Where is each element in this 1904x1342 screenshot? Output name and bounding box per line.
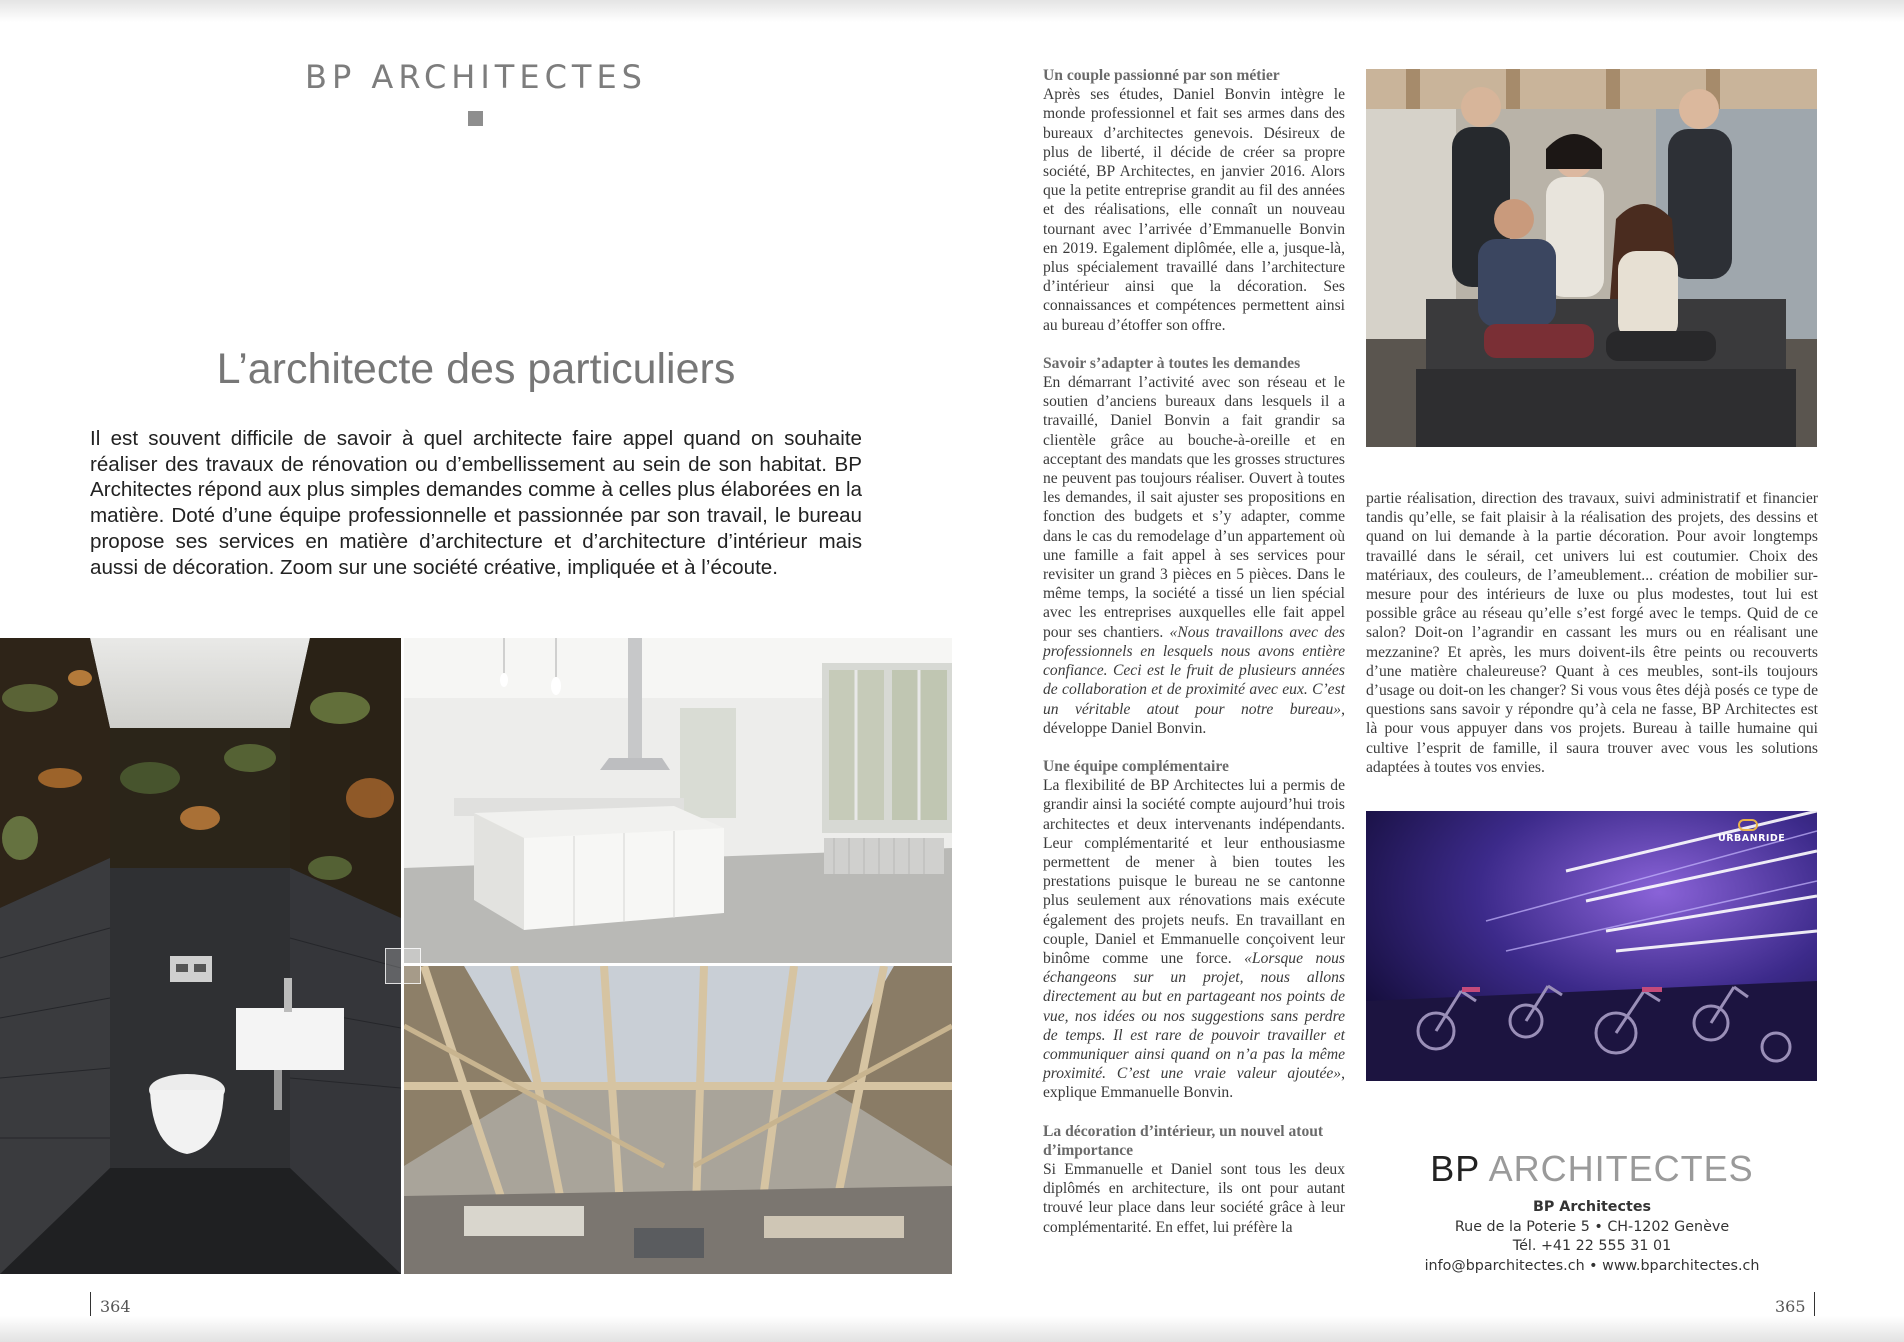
text-column-left [1043, 66, 1345, 1237]
section-heading: Savoir s’adapter à toutes les demandes [1043, 354, 1301, 372]
article-title: L’architecte des particuliers [216, 345, 736, 393]
logo-bp: BP [1430, 1148, 1480, 1189]
corner-square-ornament [385, 948, 421, 984]
article-lead: Il est souvent difficile de savoir à quel architecte faire appel quand on souhaite réaliser des travaux de rénovation ou d’embellissement au sein de son habitat. BP Architectes répond aux plus simples demandes comme à celles plus élaborées en la matière. Doté d’une équipe professionnelle et passionnée par son travail, le bureau propose ses services en matière d’architecture et d’architecture d’intérieur mais aussi de décoration. Zoom sur une société créative, impliquée et à l’écoute. [90, 427, 862, 579]
section-heading: Une équipe complémentaire [1043, 757, 1229, 775]
team-photo [1366, 69, 1817, 447]
contact-name: BP Architectes [1532, 1199, 1652, 1215]
cycling-studio-photo [1366, 811, 1817, 1081]
urbanride-logo: URBANRIDE [1718, 833, 1786, 844]
page-top-shadow [0, 0, 1904, 22]
text-column-right [1366, 489, 1818, 777]
brand-square-ornament [468, 111, 483, 126]
kitchen-photo [404, 638, 952, 963]
section-body: En démarrant l’activité avec son réseau et le soutien d’anciens bureaux dans lesquels il a travaillé, Daniel Bonvin a fait grandir sa clientèle grâce au bouche-à-oreille et en acceptant des mandats que les grosses structures ne peuvent pas toujours réaliser. Ouvert à toutes les demandes, il sait ajuster ses propositions en fonction des budgets et s’y adapter, comme dans le cas du remodelage d’un appartement où une famille a fait appel à ses services pour revisiter un grand 3 pièces en 5 pièces. Dans le même temps, la société a tissé un lien spécial avec les entreprises auxquelles elle fait appel pour ses chantiers. [1043, 374, 1345, 641]
attic-construction-photo [404, 966, 952, 1274]
contact-address: Rue de la Poterie 5 • CH-1202 Genève [1454, 1218, 1730, 1235]
page-bottom-shadow [0, 1316, 1904, 1342]
logo-architectes: ARCHITECTES [1479, 1148, 1754, 1189]
bp-architectes-logo [1366, 1148, 1818, 1190]
section-heading: Un couple passionné par son métier [1043, 67, 1280, 84]
contact-block [1366, 1198, 1818, 1276]
quote-attribution: , explique Emmanuelle Bonvin. [1043, 1065, 1345, 1102]
contact-web: info@bparchitectes.ch • www.bparchitectes.ch [1424, 1257, 1760, 1274]
bathroom-photo [0, 638, 401, 1274]
section-body: La flexibilité de BP Architectes lui a permis de grandir ainsi la société compte aujourd’hui trois architectes et deux intervenants indépendants. Leur complémentarité et leur enthousiasme permettent de mener à bien toutes les prestations puisque le bureau ne se cantonne plus seulement aux rénovations mais exécute également des projets neufs. En travaillant en couple, Daniel et Emmanuelle conçoivent leur binôme comme une force. [1043, 777, 1345, 967]
page-number-left: 364 [100, 1297, 131, 1316]
contact-phone: Tél. +41 22 555 31 01 [1512, 1238, 1672, 1254]
pull-quote: «Lorsque nous échangeons sur un projet, nous allons directement au but en partageant nos points de vue, nos idées ou nos suggestions sans perdre de temps. Il est rare de pouvoir travailler et communiquer ainsi quand on n’a pas la même proximité. C’est une vraie valeur ajoutée» [1043, 949, 1345, 1083]
quote-attribution: , développe Daniel Bonvin. [1043, 700, 1345, 737]
brand-header: BP ARCHITECTES [305, 58, 647, 96]
section-body: Si Emmanuelle et Daniel sont tous les deux diplômés en architecture, ils ont pour autant trouvé leur place dans leur société grâce à leur complémentarité. En effet, lui préfère la [1043, 1160, 1345, 1236]
section-body: Après ses études, Daniel Bonvin intègre le monde professionnel et fait ses armes dans des bureaux d’architectes genevois. Désireux de plus de liberté, il décide de créer sa propre société, BP Architectes, en janvier 2016. Alors que la petite entreprise grandit au fil des années et des réalisations, elle connaît un nouveau tournant avec l’arrivée d’Emmanuelle Bonvin en 2019. Egalement diplômée, elle a, jusque-là, plus spécialement travaillé dans l’architecture d’intérieur ainsi que la décoration. Ses connaissances et compétences permettent ainsi au bureau d’étoffer son offre. [1043, 86, 1345, 334]
section-body-with-quote [1043, 776, 1345, 1102]
section-heading: La décoration d’intérieur, un nouvel atout d’importance [1043, 1122, 1324, 1159]
pull-quote: «Nous travaillons avec des professionnels en lesquels nous avons entière confiance. Ceci est le fruit de plusieurs années de collaboration et de proximité avec eux. C’est un véritable atout pour notre bureau» [1043, 623, 1346, 718]
urbanride-logo-icon [1738, 819, 1758, 831]
section-body-with-quote [1043, 373, 1345, 738]
page-number-right: 365 [1775, 1297, 1806, 1316]
continuation-text: partie réalisation, direction des travaux, suivi administratif et financier tandis qu’elle, se fait plaisir à la réalisation des projets, des dessins et quand on lui demande à la partie décoration. Pour avoir longtemps travaillé dans le sérail, cet univers lui est coutumier. Choix des matériaux, des couleurs, de l’ameublement... création de mobilier sur-mesure pour des intérieurs de luxe ou plus modestes, tout lui est possible grâce au réseau qu’elle s’est forgé avec le temps. Quid de ce salon? Doit-on l’agrandir en cassant les murs ou en réalisant une mezzanine? Et après, les murs doivent-ils être peints ou recouverts d’une matière chaleureuse? Quant à ces meubles, sont-ils toujours d’usage ou doit-on les changer? Si vous vous êtes déjà posés ce type de questions sans savoir y répondre qu’à cela ne fasse, BP Architectes est là pour vous appuyer dans vos projets. Bureau à taille humaine qui cultive l’esprit de famille, il saura trouver avec vous les solutions adaptées à toutes vos envies. [1366, 490, 1818, 776]
